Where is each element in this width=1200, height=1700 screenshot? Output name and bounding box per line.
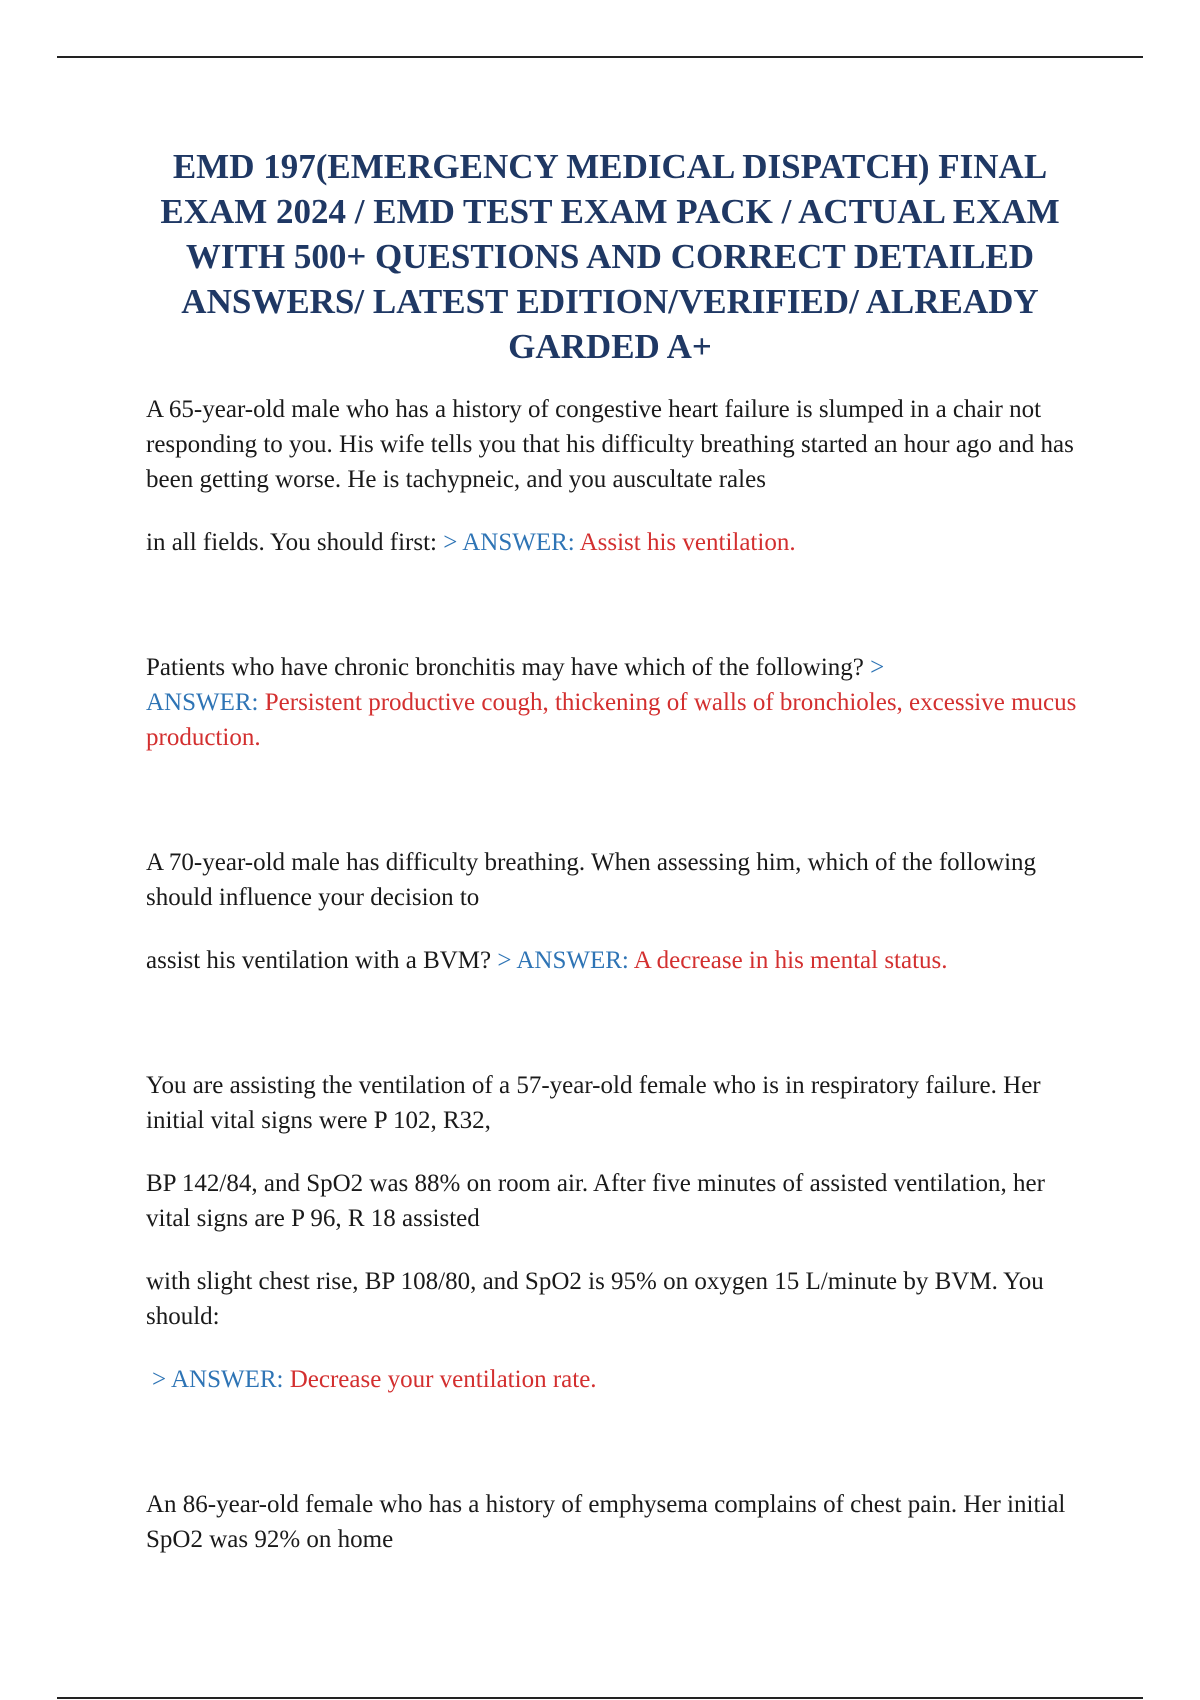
- document-title: EMD 197(EMERGENCY MEDICAL DISPATCH) FINAL EXAM 2024 / EMD TEST EXAM PACK / ACTUAL EXAM WITH 500+ QUESTIONS AND CORRECT DETAILED ANSWERS/ LATEST EDITION/VERIFIED/ ALREADY GARDED A+: [160, 147, 1060, 366]
- answer-label: > ANSWER:: [443, 529, 580, 556]
- question-4-answer: [146, 1362, 1086, 1397]
- question-5-text: An 86-year-old female who has a history of emphysema complains of chest pain. Her initial SpO2 was 92% on home: [146, 1491, 1066, 1553]
- top-rule: [57, 56, 1143, 58]
- question-1-text: A 65-year-old male who has a history of congestive heart failure is slumped in a chair not responding to you. His wife tells you that his difficulty breathing started an hour ago and has been getting worse. He is tachypneic, and you auscultate rales: [146, 396, 1074, 493]
- answer-label: >: [870, 654, 885, 681]
- answer-label: > ANSWER:: [152, 1366, 290, 1393]
- question-4-text-2: BP 142/84, and SpO2 was 88% on room air. After five minutes of assisted ventilation, her vital signs are P 96, R 18 assisted: [146, 1170, 1045, 1232]
- answer-text: Persistent productive cough, thickening of walls of bronchioles, excessive mucus production.: [146, 689, 1077, 751]
- bottom-rule: [57, 1697, 1143, 1699]
- document-body: [146, 392, 1086, 1557]
- answer-text: Assist his ventilation.: [579, 529, 796, 556]
- question-2-text: [146, 650, 1086, 755]
- question-4-text-3: with slight chest rise, BP 108/80, and SpO2 is 95% on oxygen 15 L/minute by BVM. You should:: [146, 1268, 1044, 1330]
- question-3-text: A 70-year-old male has difficulty breathing. When assessing him, which of the following should influence your decision to: [146, 849, 1037, 911]
- answer-label: ANSWER:: [146, 689, 265, 716]
- answer-text: A decrease in his mental status.: [633, 947, 948, 974]
- question-1-line: [146, 525, 1086, 560]
- answer-label: > ANSWER:: [497, 947, 634, 974]
- question-3-line: [146, 943, 1086, 978]
- answer-text: Decrease your ventilation rate.: [289, 1366, 597, 1393]
- question-1-text-cont: in all fields. You should first:: [146, 529, 444, 556]
- question-2-stem: Patients who have chronic bronchitis may have which of the following?: [146, 654, 871, 681]
- question-4-text: You are assisting the ventilation of a 57-year-old female who is in respiratory failure. Her initial vital signs were P 102, R32,: [146, 1072, 1041, 1134]
- question-3-text-cont: assist his ventilation with a BVM?: [146, 947, 498, 974]
